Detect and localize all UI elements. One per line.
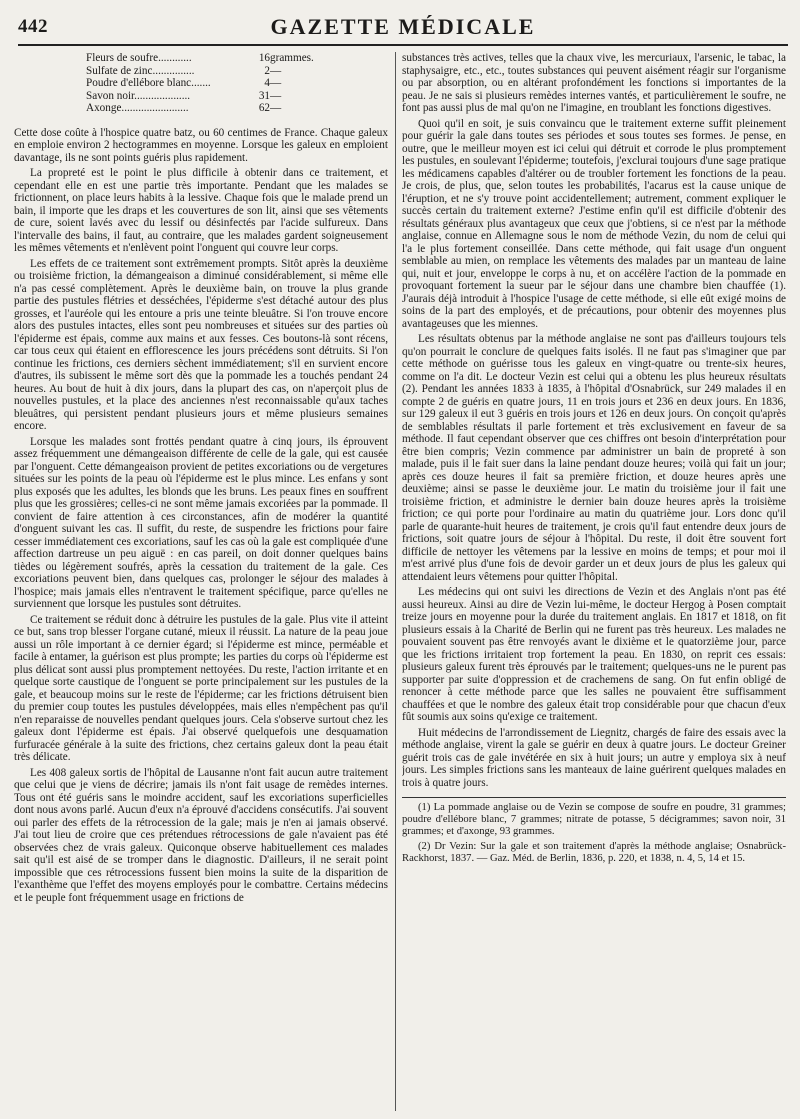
recipe-table bbox=[86, 52, 340, 115]
recipe-unit: grammes. bbox=[270, 52, 314, 64]
paragraph: Quoi qu'il en soit, je suis convaincu que le traitement externe suffit pleinement pour guérir la gale dans toutes ses périodes et sous toutes ses formes. Je pense, en outre, que le meilleur moyen est ici celui qui détruit et corrode le plus promptement les pustules, en soulevant l'épiderme; toutefois, j'exclurai toujours d'une sage pratique les médicamens capables d'altérer ou de troubler fortement les fonctions de la peau. Je crois, de plus, que, selon toutes les probabilités, l'acarus est la cause unique de l'éruption, et ne s'y trouve point accidentellement; autrement, comment expliquer le succès certain du traitement externe? J'estime enfin qu'il est difficile d'obtenir des résultats généraux plus avantageux que ceux que j'obtiens, si ce n'est par la méthode anglaise, connue en Allemagne sous le nom de méthode Vezin, du nom de celui qui l'a le plus fortement conseillée. Dans cette méthode, qui fait usage d'un onguent semblable au mien, on remplace les vêtements des malades par un manteau de laine qui, nuit et jour, enveloppe le corps à nu, et on accélère l'action de la pommade en provoquant fortement la sueur par le séjour dans une chambre bien chauffée (1). J'aurais déjà introduit à l'hospice l'usage de cette méthode, si elle eût exigé moins de soins de la part des employés, et de précautions, pour obtenir des moyennes plus avantageuses que les miennes. bbox=[402, 117, 786, 330]
recipe-ingredient: Sulfate de zinc............... bbox=[86, 64, 195, 77]
recipe-row bbox=[86, 65, 340, 78]
recipe-unit: — bbox=[270, 77, 282, 89]
right-column bbox=[402, 52, 786, 1111]
recipe-ingredient: Fleurs de soufre............ bbox=[86, 52, 192, 64]
paragraph: Lorsque les malades sont frottés pendant quatre à cinq jours, ils éprouvent assez fréquemment une démangeaison différente de celle de la gale, qui est causée par l'onguent. Cette démangeaison provient de petites excoriations ou de vergetures situées sur les points de la peau où l'épiderme est le plus mince. Les enfans y sont plus exposés que les adultes, les blonds que les bruns. Les peaux fines en souffrent plus que les grossières; celles-ci ne sont même jamais excoriées par la pommade. Il convient de faire attention à ces circonstances, afin de modérer la quantité d'onguent suivant les cas. Il suffit, du reste, de suspendre les frictions pour faire cesser immédiatement ces excoriations, sauf les cas où la gale est compliquée d'une affection dartreuse un peu aiguë : en cas pareil, on doit donner quelques bains tièdes ou légèrement soufrés, après la cessation du traitement de la gale. Ces excoriations peuvent bien, dans quelques cas, prolonger le séjour des malades à l'hospice; mais jamais elles n'entravent le traitement spécifique, parce qu'elles ne surviennent que lorsque les pustules sont détruites. bbox=[14, 435, 388, 610]
page-header bbox=[18, 14, 788, 46]
paragraph: Cette dose coûte à l'hospice quatre batz, ou 60 centimes de France. Chaque galeux en emploie environ 2 hectogrammes en moyenne. Lorsque les galeux en emploient davantage, ils ne sont points guéris plus rapidement. bbox=[14, 126, 388, 164]
paragraph: La propreté est le point le plus difficile à obtenir dans ce traitement, et cependant elle en est une partie très importante. Pendant que les malades se frictionnent, on place leurs habits à la lessive. Chaque fois que le malade prend un bain, il importe que les draps et les couvertures de son lit, ainsi que ses vêtements de cure, soient lavés avec du lessif ou désinfectés par l'acide sulfureux. Dans l'intervalle des bains, il faut, au contraire, que les malades gardent soigneusement les mêmes vêtements et n'enlèvent point l'onguent qui couvre leur corps. bbox=[14, 167, 388, 254]
recipe-ingredient: Poudre d'ellébore blanc....... bbox=[86, 77, 211, 89]
footnote: (1) La pommade anglaise ou de Vezin se compose de soufre en poudre, 31 grammes; poudre d'ellébore blanc, 7 grammes; nitrate de potasse, 5 décigrammes; savon noir, 31 grammes; et d'axonge, 93 grammes. bbox=[402, 802, 786, 837]
recipe-ingredient: Savon noir.................... bbox=[86, 89, 191, 102]
recipe-quantity: 62 bbox=[258, 102, 270, 114]
recipe-quantity: 16 bbox=[258, 52, 270, 64]
left-column bbox=[14, 52, 388, 1111]
recipe-quantity: 31 bbox=[258, 89, 270, 102]
journal-title: GAZETTE MÉDICALE bbox=[270, 14, 536, 39]
paragraph: Les résultats obtenus par la méthode anglaise ne sont pas d'ailleurs toujours tels qu'on pourrait le conclure de quelques faits isolés. Il ne faut pas s'imaginer que par cette méthode on guérisse tous les galeux en vingt-quatre ou trente-six heures, comme on l'a dit. Le docteur Vezin est celui qui a obtenu les plus heureux résultats (2). Pendant les années 1833 à 1835, à l'hôpital d'Osnabrück, sur 249 malades il en compte 2 de guéris en quatre jours, 11 en trois jours et 236 en deux jours. En 1836, sur 129 galeux il eut 3 guéris en trois jours et 126 en deux jours. On conçoit qu'après de semblables résultats il parle fortement et très exclusivement en faveur de sa méthode. Il faut cependant observer que ces chiffres ont besoin d'interprétation pour être bien compris; Vezin commence par administrer un bain de propreté à son malade, puis il le fait suer dans la laine pendant douze heures; voilà qui fait un jour; après ces douze heures il fait sa première friction, et douze heures après une deuxième; ainsi se passe le deuxième jour. Le matin du troisième jour il fait une troisième friction, et administre le dernier bain douze heures après la troisième friction; ce qui porte pour l'ordinaire au matin du quatrième jour. Lors donc qu'il parle de quarante-huit heures de traitement, je crois qu'il faut entendre deux jours de frictions, soit quatre jours de séjour à l'hôpital. Du reste, il doit être souvent fort difficile de nettoyer les vêtemens par la lessive en moins de temps; et pour moi il m'est arrivé plus d'une fois de devoir garder un et deux jours de plus les galeux qui attendaient leurs vêtemens pour quitter l'hôpital. bbox=[402, 333, 786, 583]
recipe-quantity: 4 bbox=[264, 77, 270, 89]
paragraph: substances très actives, telles que la chaux vive, les mercuriaux, l'arsenic, le tabac, la staphysaigre, etc., etc., toutes substances qui peuvent aisément réagir sur l'organisme ou par absorption, ou en altérant profondément les fonctions si importantes de la peau. Je ne sais si plusieurs remèdes internes vantés, et particulièrement le soufre, ne font pas aussi plus de mal qu'on ne l'imagine, en troublant les fonctions digestives. bbox=[402, 52, 786, 114]
recipe-ingredient: Axonge........................ bbox=[86, 102, 189, 114]
recipe-quantity: 2 bbox=[264, 64, 270, 77]
paragraph: Les 408 galeux sortis de l'hôpital de Lausanne n'ont fait aucun autre traitement que celui que je viens de décrire; jamais ils n'ont fait usage de remèdes internes. Tous ont été guéris sans le moindre accident, sauf les excoriations superficielles dont nous avons parlé. Aucun d'eux n'a éprouvé d'accidens consécutifs. J'ai souvent oui parler des effets de la rétrocession de la gale; mais je n'en ai jamais observé. J'ai tout lieu de croire que ces prétendues rétrocessions de gale n'avaient pas été observées chez de vrais galeux. Quiconque observe habituellement ces malades sait qu'il est aisé de se tromper dans le diagnostic. D'ailleurs, il ne serait point impossible que ces rétrocessions fussent bien moins la suite de la disparition de l'exanthème que l'effet des moyens employés pour le combattre. Certains médecins et le peuple font fréquemment usage en frictions de bbox=[14, 766, 388, 904]
recipe-row bbox=[86, 52, 340, 65]
footnote: (2) Dr Vezin: Sur la gale et son traitement d'après la méthode anglaise; Osnabrück-Rackhorst, 1837. — Gaz. Méd. de Berlin, 1836, p. 220, et 1838, n. 4, 5, 14 et 15. bbox=[402, 841, 786, 864]
recipe-unit: — bbox=[270, 64, 282, 77]
column-divider bbox=[395, 52, 396, 1111]
recipe-row bbox=[86, 90, 340, 103]
paragraph: Les médecins qui ont suivi les directions de Vezin et des Anglais n'ont pas été aussi heureux. Ainsi au dire de Vezin lui-même, le docteur Hergog à Posen comptait treize jours en moyenne pour la durée du traitement anglais. En 1817 et 1818, on fit plusieurs essais à la Charité de Berlin qui ne furent pas très heureux. Les malades ne pouvaient souvent pas être renvoyés avant le dixième et le quatorzième jour, parce que les frictions irritaient trop fortement la peau. En 1830, on reprit ces essais: plusieurs galeux furent très éprouvés par le traitement; quelques-uns ne le purent pas supporter par suite d'oppression et de crachemens de sang. On fut enfin obligé de renoncer à cette méthode parce que les salles ne pouvaient être suffisamment chauffées et que le nombre des galeux était trop considérable pour que chacun d'eux fût soumis aux soins qu'exige ce traitement. bbox=[402, 586, 786, 723]
recipe-row bbox=[86, 77, 340, 90]
paragraph: Ce traitement se réduit donc à détruire les pustules de la gale. Plus vite il atteint ce but, sans trop blesser l'organe cutané, mieux il réussit. La nature de la peau joue aussi un rôle important à ce dernier égard; si l'épiderme est mince, perméable et facile à entamer, la guérison est plus prompte; les parties du corps où l'épiderme est plus délicat sont aussi plus promptement nettoyées. Du reste, l'action irritante et en quelque sorte caustique de l'onguent se porte principalement sur les pustules de la gale, et beaucoup moins sur le reste de l'épiderme; car les frictions détruisent bien du premier coup toutes les pustules développées, mais elles n'empêchent pas qu'il n'en reparaisse de nouvelles pendant quelques jours. Cela s'observe surtout chez les galeux dont l'épiderme est épais. J'ai observé quelquefois une desquamation furfuracée générale à la suite des frictions, chez certains galeux dont la peau était très délicate. bbox=[14, 613, 388, 763]
recipe-unit: — bbox=[270, 89, 282, 102]
recipe-row bbox=[86, 102, 340, 115]
paragraph: Les effets de ce traitement sont extrêmement prompts. Sitôt après la deuxième ou troisième friction, la démangeaison a diminué considérablement, si même elle n'a pas cessé complètement. Après le deuxième bain, on trouve la plus grande partie des pustules flétries et desséchées, l'épiderme s'est détaché autour des plus grosses, et l'auréole qui les entoure a pris une teinte bleuâtre. Si l'on trouve encore alors des pustules intactes, elles sont peu nombreuses et situées sur des parties où l'épiderme est épais, comme aux mains et aux fesses. Ces boutons-là sont récens, car tous ceux qui étaient en efflorescence les jours précédens sont détruits. Si l'on continue les frictions, ces derniers sèchent immédiatement; s'il en survient encore d'autres, ils subissent le même sort dès que la pommade les a touchés pendant 24 heures. Au bout de huit à dix jours, dans la plupart des cas, on n'aperçoit plus de nouvelles pustules, et la place des anciennes n'est reconnaissable qu'aux taches bleuâtres, qui persistent pendant plusieurs jours et même plusieurs semaines encore. bbox=[14, 257, 388, 432]
recipe-unit: — bbox=[270, 102, 282, 114]
footnotes bbox=[402, 797, 786, 865]
page-number: 442 bbox=[18, 16, 48, 37]
paragraph: Huit médecins de l'arrondissement de Liegnitz, chargés de faire des essais avec la méthode anglaise, virent la gale se guérir en deux à quatre jours. Le docteur Greiner guérit trois cas de gale invétérée en six à huit jours; un autre y employa six à neuf jours. Les simples frictions sans les manteaux de laine guérirent quelques malades en trois à quatre jours. bbox=[402, 726, 786, 789]
